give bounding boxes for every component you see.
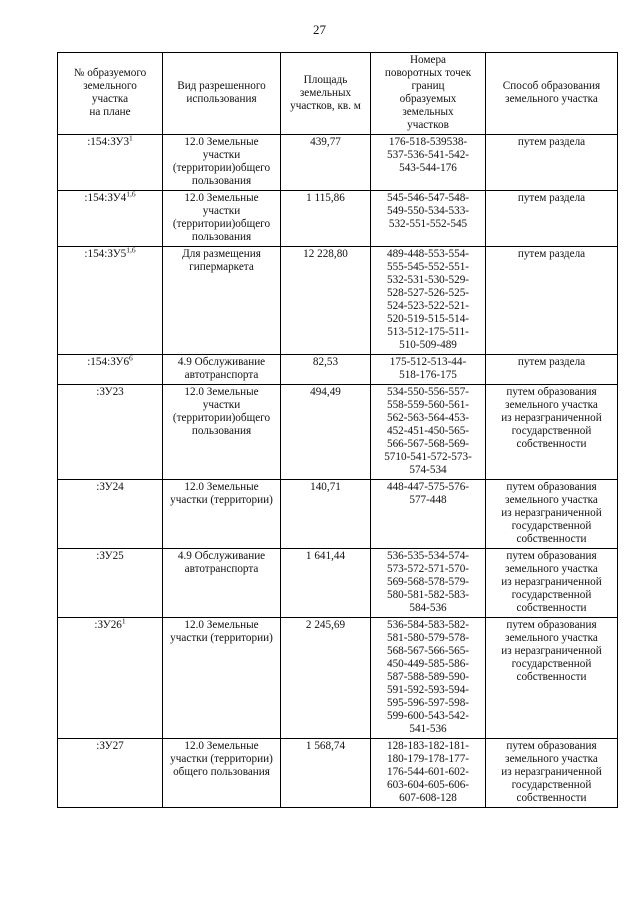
header-turning-points: Номера поворотных точек границ образуемых земельных участков <box>371 53 486 135</box>
page-number: 27 <box>313 22 326 37</box>
cell-turning-points: 534-550-556-557- 558-559-560-561- 562-563-564-453- 452-451-450-565- 566-567-568-569- 5710-541-572-573- 574-534 <box>371 385 486 480</box>
plot-footnote-mark: 1 <box>129 133 133 143</box>
plot-footnote-mark: 1,6 <box>126 245 136 255</box>
cell-permitted-use: 12.0 Земельные участки (территории) <box>163 480 281 549</box>
cell-formation-method: путем раздела <box>486 191 618 247</box>
cell-turning-points: 489-448-553-554- 555-545-552-551- 532-531-530-529- 528-527-526-525- 524-523-522-521- 520-519-515-514- 513-512-175-511- 510-509-489 <box>371 247 486 355</box>
cell-permitted-use: 4.9 Обслуживание автотранспорта <box>163 549 281 618</box>
cell-turning-points: 545-546-547-548- 549-550-534-533- 532-551-552-545 <box>371 191 486 247</box>
cell-area: 1 568,74 <box>281 739 371 808</box>
cell-permitted-use: 12.0 Земельные участки (территории) <box>163 618 281 739</box>
plot-number-text: :154:ЗУ5 <box>84 248 127 260</box>
cell-turning-points: 536-535-534-574- 573-572-571-570- 569-568-578-579- 580-581-582-583- 584-536 <box>371 549 486 618</box>
table-row <box>58 355 618 385</box>
table-row <box>58 385 618 480</box>
table-body <box>58 135 618 808</box>
cell-turning-points: 175-512-513-44- 518-176-175 <box>371 355 486 385</box>
cell-permitted-use: 12.0 Земельные участки (территории)общего пользования <box>163 135 281 191</box>
cell-permitted-use: Для размещения гипермаркета <box>163 247 281 355</box>
cell-plot-number <box>58 247 163 355</box>
table-row <box>58 191 618 247</box>
table-row <box>58 480 618 549</box>
cell-turning-points: 128-183-182-181- 180-179-178-177- 176-544-601-602- 603-604-605-606- 607-608-128 <box>371 739 486 808</box>
cell-plot-number <box>58 135 163 191</box>
cell-plot-number <box>58 549 163 618</box>
table-header-row <box>58 53 618 135</box>
cell-plot-number <box>58 618 163 739</box>
plot-number-text: :ЗУ25 <box>96 550 124 562</box>
plot-footnote-mark: 1 <box>121 616 126 626</box>
cell-plot-number <box>58 739 163 808</box>
cell-plot-number <box>58 385 163 480</box>
cell-area: 12 228,80 <box>281 247 371 355</box>
cell-formation-method: путем раздела <box>486 135 618 191</box>
cell-area: 1 115,86 <box>281 191 371 247</box>
cell-area: 82,53 <box>281 355 371 385</box>
plot-number-text: :154:ЗУ3 <box>87 136 130 148</box>
cell-plot-number <box>58 355 163 385</box>
header-area: Площадь земельных участков, кв. м <box>281 53 371 135</box>
cell-area: 439,77 <box>281 135 371 191</box>
header-plot-number: № образуемого земельного участка на плане <box>58 53 163 135</box>
table-row <box>58 135 618 191</box>
table-row <box>58 549 618 618</box>
plot-number-text: :ЗУ23 <box>96 386 124 398</box>
plot-number-text: :154:ЗУ4 <box>84 192 127 204</box>
cell-area: 1 641,44 <box>281 549 371 618</box>
cell-permitted-use: 12.0 Земельные участки (территории)общего пользования <box>163 385 281 480</box>
cell-turning-points: 176-518-539538- 537-536-541-542- 543-544-176 <box>371 135 486 191</box>
cell-turning-points: 536-584-583-582- 581-580-579-578- 568-567-566-565- 450-449-585-586- 587-588-589-590- 591-592-593-594- 595-596-597-598- 599-600-543-542- 541-536 <box>371 618 486 739</box>
cell-formation-method: путем образования земельного участка из неразграниченной государственной собственности <box>486 618 618 739</box>
plot-number-text: :154:ЗУ6 <box>87 356 130 368</box>
cell-formation-method: путем раздела <box>486 355 618 385</box>
cell-permitted-use: 4.9 Обслуживание автотранспорта <box>163 355 281 385</box>
plot-footnote-mark: 6 <box>129 353 133 363</box>
cell-permitted-use: 12.0 Земельные участки (территории)общего пользования <box>163 191 281 247</box>
cell-formation-method: путем образования земельного участка из неразграниченной государственной собственности <box>486 385 618 480</box>
table-row <box>58 247 618 355</box>
cell-formation-method: путем раздела <box>486 247 618 355</box>
cell-area: 2 245,69 <box>281 618 371 739</box>
header-formation-method: Способ образования земельного участка <box>486 53 618 135</box>
cell-formation-method: путем образования земельного участка из неразграниченной государственной собственности <box>486 549 618 618</box>
cell-turning-points: 448-447-575-576- 577-448 <box>371 480 486 549</box>
plot-number-text: :ЗУ26 <box>94 619 122 631</box>
plot-number-text: :ЗУ27 <box>96 740 124 752</box>
cell-formation-method: путем образования земельного участка из неразграниченной государственной собственности <box>486 480 618 549</box>
cell-plot-number <box>58 191 163 247</box>
cell-plot-number <box>58 480 163 549</box>
table-row <box>58 618 618 739</box>
table-row <box>58 739 618 808</box>
cell-permitted-use: 12.0 Земельные участки (территории) общего пользования <box>163 739 281 808</box>
cell-area: 140,71 <box>281 480 371 549</box>
plot-footnote-mark: 1,6 <box>126 189 136 199</box>
header-permitted-use: Вид разрешенного использования <box>163 53 281 135</box>
cell-formation-method: путем образования земельного участка из неразграниченной государственной собственности <box>486 739 618 808</box>
land-plots-table <box>57 52 618 808</box>
plot-number-text: :ЗУ24 <box>96 481 124 493</box>
cell-area: 494,49 <box>281 385 371 480</box>
